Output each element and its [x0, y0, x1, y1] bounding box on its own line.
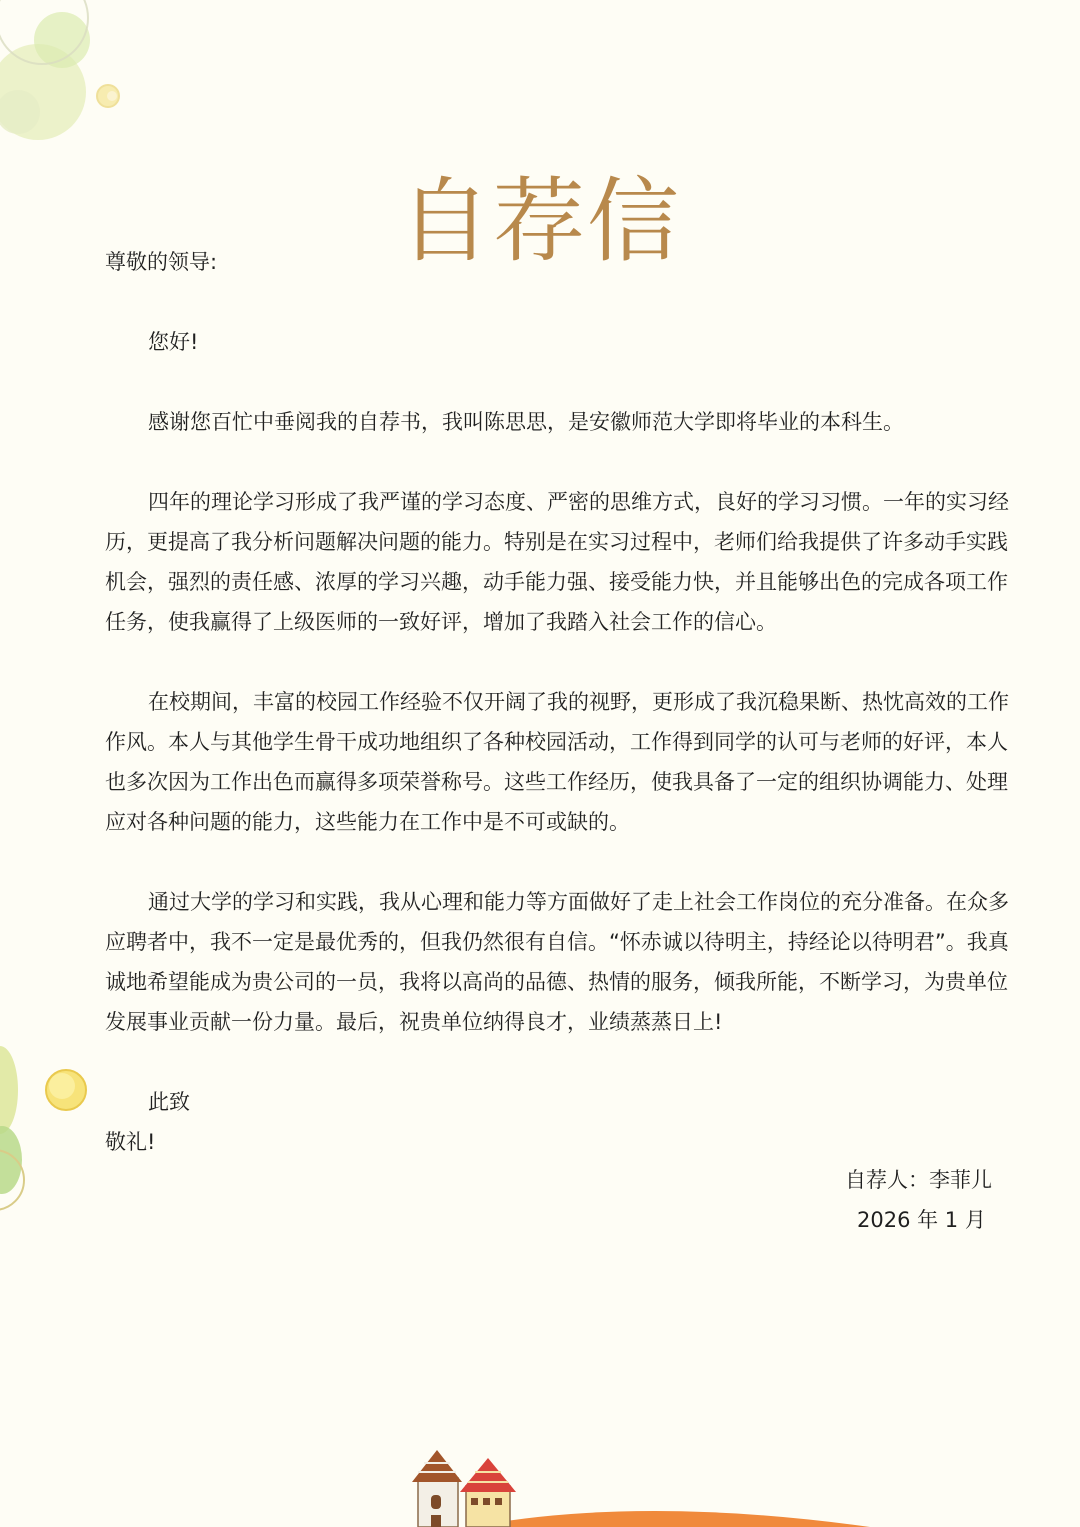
letter-body — [105, 242, 1010, 1162]
closing-cizhi: 此致 — [148, 1090, 190, 1114]
paragraph-study: 四年的理论学习形成了我严谨的学习态度、严密的思维方式，良好的学习习惯。一年的实习经历，更提高了我分析问题解决问题的能力。特别是在实习过程中，老师们给我提供了许多动手实践机会，强烈的责任感、浓厚的学习兴趣，动手能力强、接受能力快，并且能够出色的完成各项工作任务，使我赢得了上级医师的一致好评，增加了我踏入社会工作的信心。 — [105, 490, 1009, 634]
signature-name: 自荐人：李菲儿 — [845, 1168, 992, 1192]
bottom-hill — [470, 1511, 870, 1527]
page-title: 自荐信 — [398, 167, 681, 275]
paragraph-campus: 在校期间，丰富的校园工作经验不仅开阔了我的视野，更形成了我沉稳果断、热忱高效的工作作风。本人与其他学生骨干成功地组织了各种校园活动，工作得到同学的认可与老师的好评，本人也多次因为工作出色而赢得多项荣誉称号。这些工作经历，使我具备了一定的组织协调能力、处理应对各种问题的能力，这些能力在工作中是不可或缺的。 — [105, 690, 1009, 834]
greeting: 您好! — [148, 330, 199, 354]
paragraph-intro: 感谢您百忙中垂阅我的自荐书，我叫陈思思，是安徽师范大学即将毕业的本科生。 — [148, 410, 904, 434]
closing-jingli: 敬礼! — [105, 1130, 156, 1154]
paragraph-conclusion: 通过大学的学习和实践，我从心理和能力等方面做好了走上社会工作岗位的充分准备。在众多应聘者中，我不一定是最优秀的，但我仍然很有自信。“怀赤诚以待明主，持经论以待明君”。我真诚地希望能成为贵公司的一员，我将以高尚的品德、热情的服务，倾我所能，不断学习，为贵单位发展事业贡献一份力量。最后，祝贵单位纳得良才，业绩蒸蒸日上! — [105, 890, 1009, 1034]
left-side-bubbles — [0, 1046, 86, 1210]
house-left — [412, 1450, 462, 1527]
signature-date: 2026 年 1 月 — [857, 1208, 986, 1232]
top-left-bubbles — [0, 0, 119, 140]
house-right — [460, 1458, 516, 1527]
salutation: 尊敬的领导: — [105, 250, 218, 274]
